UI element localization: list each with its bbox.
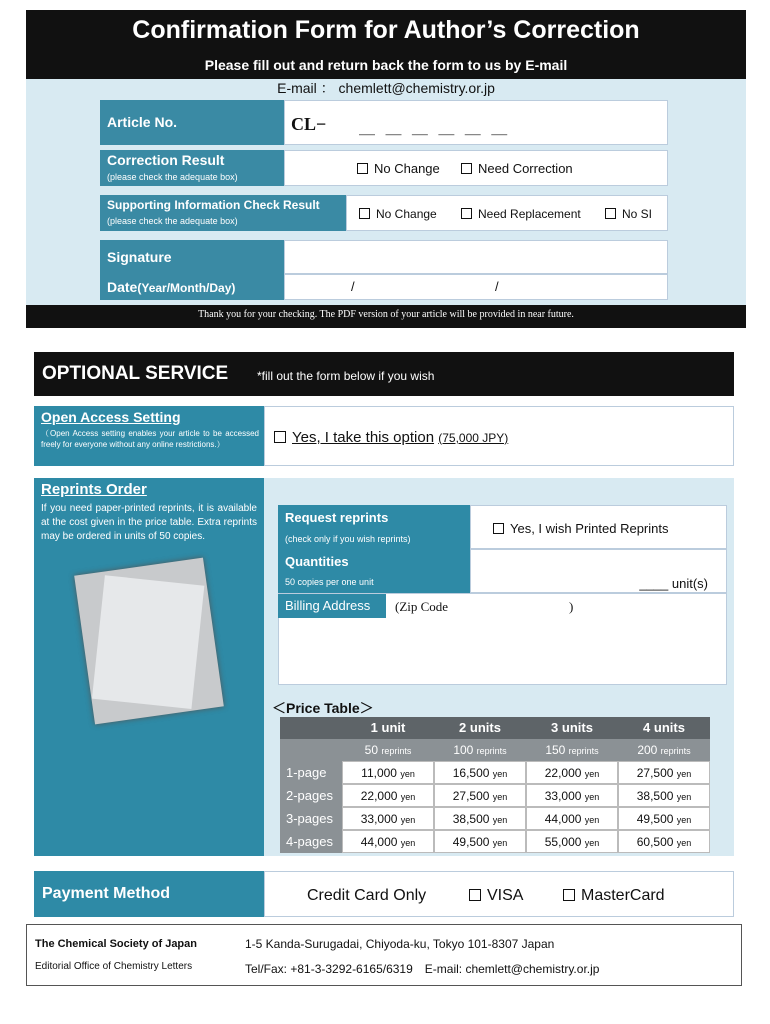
open-access-title: Open Access Setting	[41, 409, 181, 425]
price-table-unit-header: 4 units	[618, 717, 710, 739]
optional-service-title: OPTIONAL SERVICE	[42, 363, 229, 384]
article-blanks: ＿ ＿ ＿ ＿ ＿ ＿	[359, 120, 511, 137]
open-access-field	[264, 406, 734, 466]
price-table-cell: 11,000 yen	[342, 761, 434, 784]
optional-service-subtitle: *fill out the form below if you wish	[257, 369, 435, 383]
supporting-info-field	[346, 195, 668, 231]
date-label: Date(Year/Month/Day)	[100, 274, 284, 300]
correction-result-field	[284, 150, 668, 186]
request-reprints-option[interactable]: Yes, I wish Printed Reprints	[493, 521, 668, 536]
checkbox-icon[interactable]	[469, 889, 481, 901]
open-access-option[interactable]: Yes, I take this option (75,000 JPY)	[274, 429, 508, 446]
si-no-change-option[interactable]: No Change	[359, 207, 437, 221]
price-table-cell: 38,500 yen	[434, 807, 526, 830]
price-table-cell: 22,000 yen	[342, 784, 434, 807]
checkbox-icon[interactable]	[461, 208, 472, 219]
price-table-corner	[280, 717, 342, 739]
open-access-desc: （Open Access setting enables your article to be accessed freely for everyone without any online restrictions.）	[41, 429, 259, 449]
return-email: E-mail ： chemlett@chemistry.or.jp	[26, 79, 746, 98]
correction-result-label: Correction Result (please check the adequate box)	[100, 150, 284, 186]
payment-label-box	[34, 871, 264, 917]
mastercard-option[interactable]: MasterCard	[563, 887, 665, 905]
billing-address-field[interactable]	[278, 593, 727, 685]
checkbox-icon[interactable]	[274, 431, 286, 443]
price-table-reprints-header: 100 reprints	[434, 739, 526, 761]
price-table-unit-header: 3 units	[526, 717, 618, 739]
price-table-reprints-header: 150 reprints	[526, 739, 618, 761]
price-table-cell: 22,000 yen	[526, 761, 618, 784]
request-reprints-label: Request reprints (check only if you wish reprints)	[278, 505, 470, 549]
price-table-reprints-header: 50 reprints	[342, 739, 434, 761]
signature-field[interactable]	[284, 240, 668, 274]
checkbox-icon[interactable]	[563, 889, 575, 901]
open-access-label-box	[34, 406, 264, 466]
price-table-cell: 27,500 yen	[618, 761, 710, 784]
price-table-row-label: 4-pages	[280, 830, 342, 853]
checkbox-icon[interactable]	[493, 523, 504, 534]
quantities-label: Quantities 50 copies per one unit	[278, 549, 470, 593]
price-table-cell: 49,500 yen	[618, 807, 710, 830]
checkbox-icon[interactable]	[461, 163, 472, 174]
checkbox-icon[interactable]	[357, 163, 368, 174]
visa-option[interactable]: VISA	[469, 887, 523, 905]
footer	[26, 924, 742, 986]
date-separator: /	[351, 279, 355, 294]
price-table-unit-header: 1 unit	[342, 717, 434, 739]
correction-no-change-option[interactable]: No Change	[357, 161, 440, 176]
price-table-cell: 60,500 yen	[618, 830, 710, 853]
price-table-cell: 16,500 yen	[434, 761, 526, 784]
price-table-row-label: 2-pages	[280, 784, 342, 807]
article-no-label: Article No.	[100, 100, 284, 145]
checkbox-icon[interactable]	[359, 208, 370, 219]
reprint-photo	[74, 558, 224, 725]
price-table-cell: 27,500 yen	[434, 784, 526, 807]
si-need-replacement-option[interactable]: Need Replacement	[461, 207, 581, 221]
thanks-message: Thank you for your checking. The PDF version of your article will be provided in near future.	[198, 309, 574, 320]
supporting-info-label: Supporting Information Check Result (please check the adequate box)	[100, 195, 346, 231]
date-separator: /	[495, 279, 499, 294]
request-reprints-field	[470, 505, 727, 549]
price-table-cell: 55,000 yen	[526, 830, 618, 853]
price-table-corner	[280, 739, 342, 761]
zip-code-label: (Zip Code	[395, 599, 449, 614]
price-table-cell: 38,500 yen	[618, 784, 710, 807]
price-table-unit-header: 2 units	[434, 717, 526, 739]
price-table-row-label: 1-page	[280, 761, 342, 784]
reprints-info-box	[34, 478, 264, 856]
price-table-cell: 44,000 yen	[526, 807, 618, 830]
article-no-field[interactable]	[284, 100, 668, 145]
correction-need-correction-option[interactable]: Need Correction	[461, 161, 573, 176]
checkbox-icon[interactable]	[605, 208, 616, 219]
zip-code-close: )	[569, 599, 574, 614]
footer-org: The Chemical Society of Japan	[35, 938, 197, 950]
article-prefix: CL−	[291, 114, 327, 134]
footer-address: 1-5 Kanda-Surugadai, Chiyoda-ku, Tokyo 101-8307 Japan	[245, 937, 555, 951]
price-table-cell: 33,000 yen	[526, 784, 618, 807]
footer-office: Editorial Office of Chemistry Letters	[35, 961, 193, 972]
price-table-title: ＜Price Table＞	[272, 700, 374, 716]
units-text: ____ unit(s)	[639, 576, 708, 591]
form-title: Confirmation Form for Author’s Correction	[132, 16, 640, 44]
date-field[interactable]	[284, 274, 668, 300]
price-table-cell: 33,000 yen	[342, 807, 434, 830]
billing-address-label: Billing Address	[278, 594, 386, 618]
price-table-row-label: 3-pages	[280, 807, 342, 830]
signature-label: Signature	[100, 240, 284, 274]
credit-card-only-text: Credit Card Only	[307, 887, 427, 904]
price-table-reprints-header: 200 reprints	[618, 739, 710, 761]
payment-method-label: Payment Method	[42, 885, 171, 902]
footer-contact: Tel/Fax: +81-3-3292-6165/6319 E-mail: chemlett@chemistry.or.jp	[245, 962, 600, 976]
quantities-field[interactable]	[470, 549, 727, 593]
payment-field	[264, 871, 734, 917]
reprints-desc: If you need paper-printed reprints, it is available at the cost given in the price table. Extra reprints may be ordered in units of 50 copies.	[41, 503, 257, 542]
si-no-si-option[interactable]: No SI	[605, 207, 652, 221]
price-table	[280, 717, 712, 853]
form-subtitle: Please fill out and return back the form to us by E-mail	[204, 57, 568, 73]
reprints-title: Reprints Order	[41, 481, 147, 498]
price-table-cell: 44,000 yen	[342, 830, 434, 853]
price-table-cell: 49,500 yen	[434, 830, 526, 853]
